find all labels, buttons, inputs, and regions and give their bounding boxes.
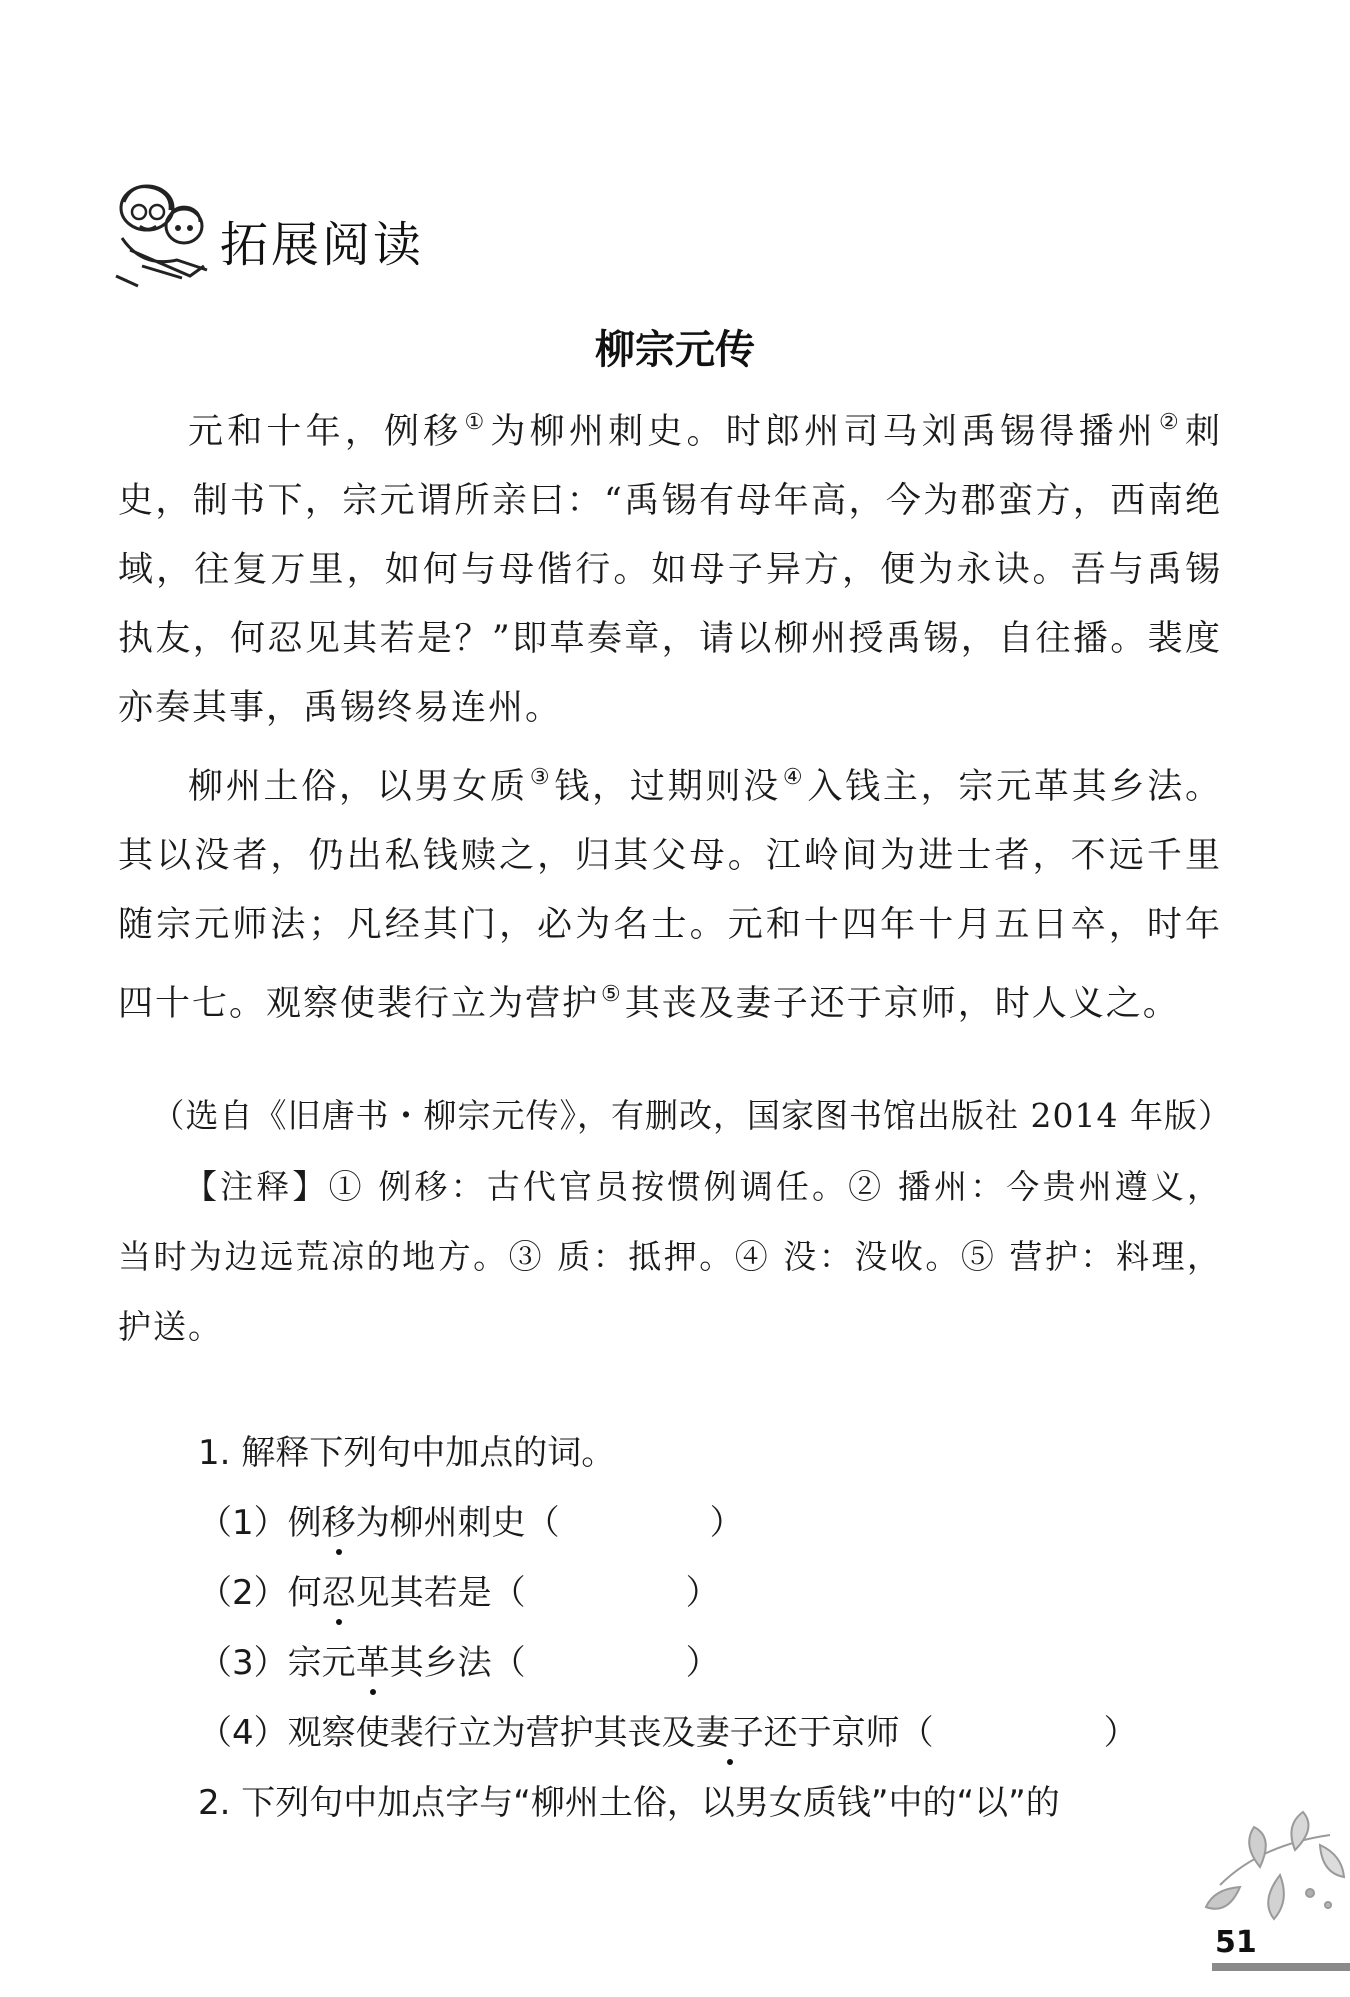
dotted-word: 革	[355, 1643, 390, 1683]
item-bracket: ）	[709, 1503, 744, 1543]
paragraph-text: 柳州土俗，以男女质	[188, 767, 528, 807]
footnote-marker: ②	[1159, 410, 1181, 435]
dotted-word: 忍	[321, 1573, 356, 1613]
dotted-word: 妻子	[695, 1713, 764, 1753]
article-title: 柳宗元传	[595, 327, 755, 373]
section-title: 拓展阅读	[220, 217, 425, 273]
question-1-item-2	[198, 1565, 720, 1614]
footnote-marker: ④	[782, 765, 805, 790]
item-bracket: ）	[1103, 1713, 1138, 1753]
paragraph-text: 其丧及妻子还于京师，时人义之。	[624, 984, 1180, 1024]
dotted-word: 移	[321, 1503, 356, 1543]
question-1-item-1	[198, 1495, 744, 1544]
item-text: 见其若是（	[355, 1573, 526, 1613]
article-body	[118, 388, 1222, 1039]
paragraph-text: 元和十年，例移	[188, 412, 463, 452]
annotation-block	[118, 1152, 1222, 1362]
paragraph-text: 入钱主，宗元革其乡法。其以没者，仍出私钱赎之，归其父母。江岭间为进士者，不远千里随宗元师法；凡经其门，必为名士。元和十四年十月五日卒，时年四十七。观察使裴行立为营护	[118, 767, 1222, 1024]
item-number: （3）	[198, 1643, 288, 1683]
item-text: 观察使裴行立为营护其丧及	[287, 1713, 696, 1753]
page-number-bar	[1212, 1963, 1350, 1971]
item-text: 何	[287, 1573, 322, 1613]
item-number: （2）	[198, 1573, 288, 1613]
question-2-stem: 2. 下列句中加点字与“柳州土俗，以男女质钱”中的“以”的	[198, 1783, 1060, 1823]
question-1-item-3	[198, 1635, 720, 1684]
paragraph-text: 为柳州刺史。时郎州司马刘禹锡得播州	[488, 412, 1158, 452]
footnote-marker: ⑤	[601, 982, 623, 1007]
paragraph-text: 刺史，制书下，宗元谓所亲曰：“禹锡有母年高，今为郡蛮方，西南绝域，往复万里，如何与母偕行。如母子异方，便为永诀。吾与禹锡执友，何忍见其若是？”即草奏章，请以柳州授禹锡，自往播。裴度亦奏其事，禹锡终易连州。	[118, 412, 1222, 728]
page-number: 51	[1215, 1925, 1257, 1960]
paragraph-text: 钱，过期则没	[553, 767, 781, 807]
question-1-item-4	[198, 1705, 1138, 1754]
footnote-marker: ①	[464, 410, 487, 435]
source-citation: （选自《旧唐书・柳宗元传》，有删改，国家图书馆出版社 2014 年版）	[151, 1096, 1232, 1135]
question-1-stem: 1. 解释下列句中加点的词。	[198, 1433, 616, 1473]
annotation-label: 【注释】	[184, 1167, 329, 1206]
paragraph-2	[118, 743, 1222, 1039]
item-text: 例	[287, 1503, 322, 1543]
reading-kids-icon	[112, 180, 217, 290]
item-text: 还于京师（	[763, 1713, 934, 1753]
item-number: （1）	[198, 1503, 288, 1543]
footnote-marker: ③	[529, 765, 552, 790]
item-text: 其乡法（	[389, 1643, 526, 1683]
paragraph-1	[118, 388, 1222, 743]
annotation-text: ① 例移：古代官员按惯例调任。② 播州：今贵州遵义，当时为边远荒凉的地方。③ 质：抵押。④ 没：没收。⑤ 营护：料理，护送。	[118, 1167, 1223, 1346]
item-bracket: ）	[685, 1573, 720, 1613]
item-number: （4）	[198, 1713, 288, 1753]
item-text: 宗元	[287, 1643, 356, 1683]
item-text: 为柳州刺史（	[355, 1503, 560, 1543]
section-header	[112, 180, 532, 290]
item-bracket: ）	[685, 1643, 720, 1683]
